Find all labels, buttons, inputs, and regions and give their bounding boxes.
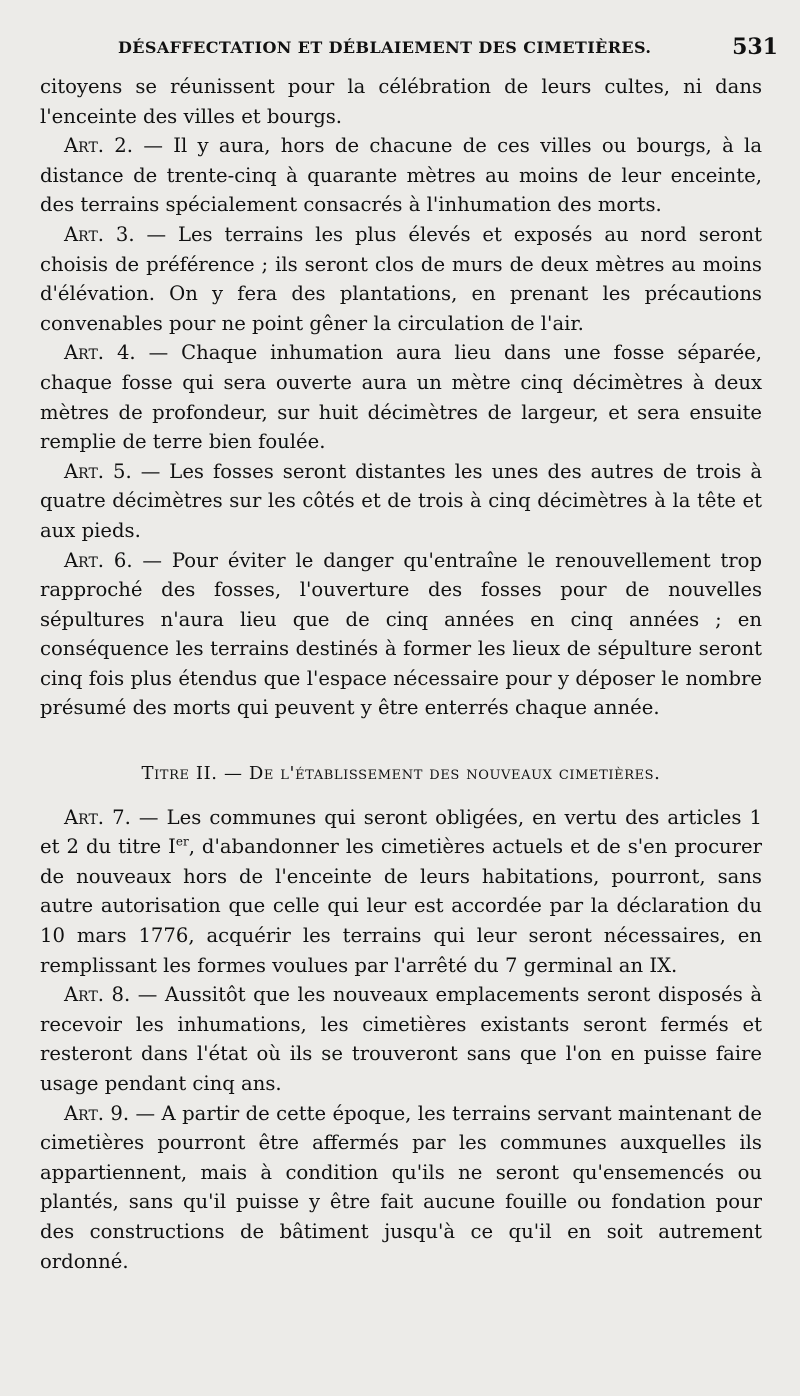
article-text: , d'abandonner les cimetières actuels et de s'en procurer de nouveaux hors de l'enceinte de leurs habitations, pourront, sans autre autorisation que celle qui leur est accordée par la déclaration du 10 mars 1776, acquérir les terrains qui leur seront nécessaires, en remplissant les formes voulues par l'arrêté du 7 germinal an IX. (40, 835, 762, 977)
article-2 (40, 131, 762, 220)
article-text: — Il y aura, hors de chacune de ces villes ou bourgs, à la distance de trente-cinq à quarante mètres au moins de leur enceinte, des terrains spécialement consacrés à l'inhumation des morts. (40, 134, 763, 217)
article-8 (40, 980, 762, 1098)
running-header (118, 34, 778, 64)
article-text: — Chaque inhumation aura lieu dans une fosse séparée, chaque fosse qui sera ouverte aura un mètre cinq décimètres à deux mètres de profondeur, sur huit décimètres de largeur, et sera ensuite remplie de terre bien foulée. (40, 341, 762, 454)
article-text: — Les terrains les plus élevés et exposés au nord seront choisis de préférence ; ils seront clos de murs de deux mètres au moins d'élévation. On y fera des plantations, en prenant les précautions convenables pour ne point gêner la circulation de l'air. (40, 222, 763, 335)
article-label: Art. 9. (64, 1101, 130, 1125)
article-label: Art. 2. (64, 134, 134, 158)
article-text: — Aussitôt que les nouveaux emplacements seront disposés à recevoir les inhumations, les cimetières existants seront fermés et resteront dans l'état où ils se trouveront sans que l'on en puisse faire usage pendant cinq ans. (40, 983, 762, 1095)
article-text: — Pour éviter le danger qu'entraîne le renouvellement trop rapproché des fosses, l'ouverture des fosses pour de nouvelles sépultures n'aura lieu que de cinq années en cinq années ; en conséquence les terrains destinés à former les lieux de sépulture seront cinq fois plus étendus que l'espace nécessaire pour y déposer le nombre présumé des morts qui peuvent y être enterrés chaque année. (40, 548, 762, 720)
article-text: — Les communes qui seront obligées, en vertu des articles 1 et 2 du titre I (40, 805, 762, 859)
article-label: Art. 3. (64, 222, 135, 246)
running-title: DÉSAFFECTATION ET DÉBLAIEMENT DES CIMETIÈRES. (118, 38, 652, 57)
article-label: Art. 4. (64, 341, 136, 365)
article-9 (40, 1099, 762, 1277)
article-3 (40, 220, 762, 338)
article-5 (40, 457, 762, 546)
continuation-paragraph: citoyens se réunissent pour la célébration de leurs cultes, ni dans l'enceinte des villes et bourgs. (40, 75, 762, 128)
page-body (40, 72, 762, 1276)
article-label: Art. 6. (64, 548, 133, 572)
article-label: Art. 5. (64, 459, 132, 483)
article-7 (40, 803, 762, 981)
article-text: — Les fosses seront distantes les unes des autres de trois à quatre décimètres sur les côtés et de trois à cinq décimètres à la tête et aux pieds. (40, 459, 763, 542)
article-text: — A partir de cette époque, les terrains servant maintenant de cimetières pourront être affermés par les communes auxquelles ils appartiennent, mais à condition qu'ils ne seront qu'ensemencés ou plantés, sans qu'il puisse y être fait aucune fouille ou fondation pour des constructions de bâtiment jusqu'à ce qu'il en soit autrement ordonné. (40, 1101, 763, 1273)
article-6 (40, 546, 762, 724)
page-number: 531 (732, 34, 778, 60)
article-4 (40, 338, 762, 456)
article-label: Art. 8. (64, 983, 131, 1007)
article-label: Art. 7. (64, 805, 131, 829)
section-heading: Titre II. — De l'établissement des nouveaux cimetières. (141, 763, 661, 785)
superscript: er (175, 834, 189, 849)
